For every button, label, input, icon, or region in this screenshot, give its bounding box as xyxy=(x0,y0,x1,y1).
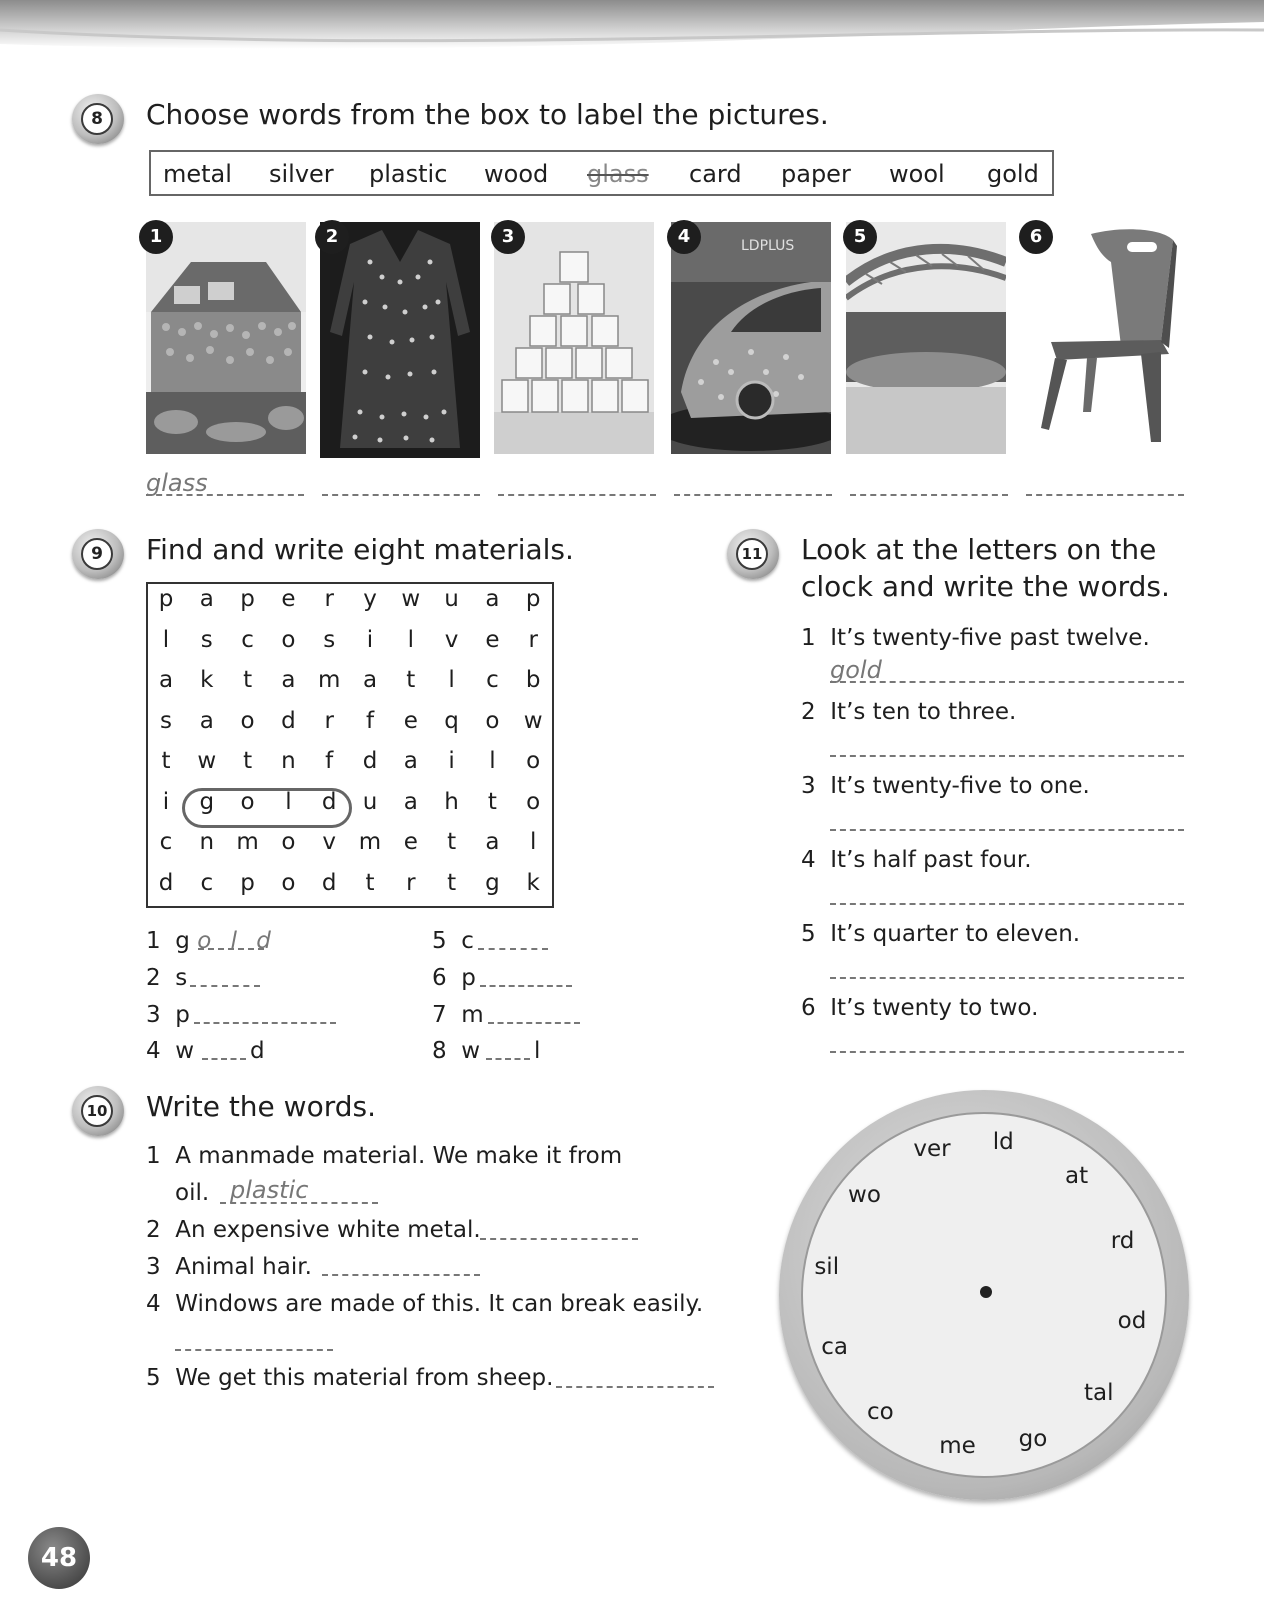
ex11-item-4-line[interactable] xyxy=(830,903,1184,905)
grid-letter[interactable]: k xyxy=(526,869,540,896)
grid-letter[interactable]: w xyxy=(523,707,543,734)
ex9-item-8-blanks[interactable] xyxy=(486,1058,530,1060)
clock-label: go xyxy=(1018,1425,1048,1452)
ex11-item-1 xyxy=(801,625,1150,651)
clock-label: co xyxy=(867,1398,894,1425)
word-box-item: paper xyxy=(781,160,851,188)
picture-1-answer-line[interactable] xyxy=(146,494,304,496)
grid-letter[interactable]: p xyxy=(240,869,255,896)
grid-letter[interactable]: t xyxy=(406,667,416,693)
word-box-item: wood xyxy=(484,160,549,188)
grid-letter[interactable]: d xyxy=(362,748,378,774)
item-number: 2 xyxy=(146,965,161,991)
ex10-item-4-line[interactable] xyxy=(175,1349,333,1351)
grid-letter[interactable]: w xyxy=(401,586,421,612)
grid-letter[interactable]: r xyxy=(528,626,538,653)
grid-letter[interactable]: g xyxy=(199,788,215,815)
grid-letter[interactable]: t xyxy=(487,788,497,815)
metal-bridge-photo xyxy=(846,222,1006,454)
ex9-item-6 xyxy=(432,965,476,991)
grid-letter[interactable]: t xyxy=(447,869,457,896)
ex9-item-5-blanks[interactable] xyxy=(478,948,548,950)
grid-letter[interactable]: o xyxy=(526,788,541,815)
grid-letter[interactable]: q xyxy=(444,707,459,734)
ex11-item-4 xyxy=(801,847,1032,873)
picture-3-answer-line[interactable] xyxy=(498,494,656,496)
picture-6-answer-line[interactable] xyxy=(1026,494,1184,496)
grid-letter[interactable]: d xyxy=(158,869,174,896)
ex10-item-1-line[interactable] xyxy=(220,1202,378,1204)
grid-letter[interactable]: a xyxy=(485,829,500,855)
ex9-item-3-blanks[interactable] xyxy=(194,1022,336,1024)
grid-letter[interactable]: s xyxy=(160,707,172,734)
grid-letter[interactable]: l xyxy=(489,748,496,774)
item-prefix: s xyxy=(175,965,188,991)
word-box-item: wool xyxy=(889,160,945,188)
grid-letter[interactable]: r xyxy=(406,869,416,896)
picture-2-answer-line[interactable] xyxy=(322,494,480,496)
grid-letter[interactable]: a xyxy=(281,667,296,693)
grid-letter[interactable]: t xyxy=(243,748,253,774)
ex9-item-4-blanks[interactable] xyxy=(202,1058,246,1060)
grid-letter[interactable]: l xyxy=(529,829,537,855)
exercise-10-number: 10 xyxy=(81,1095,113,1127)
item-number: 1 xyxy=(146,1143,161,1169)
grid-letter[interactable]: r xyxy=(324,707,334,734)
grid-letter[interactable]: v xyxy=(444,626,459,653)
grid-letter[interactable]: e xyxy=(485,626,500,653)
page-header-band xyxy=(0,0,1264,70)
item-text: An expensive white metal. xyxy=(175,1217,481,1243)
grid-letter[interactable]: t xyxy=(161,748,171,774)
grid-letter[interactable]: a xyxy=(199,707,214,734)
grid-letter[interactable]: m xyxy=(358,829,382,855)
grid-letter[interactable]: a xyxy=(403,748,418,774)
grid-letter[interactable]: b xyxy=(525,667,541,693)
grid-letter[interactable]: u xyxy=(362,788,378,815)
plastic-chair-photo xyxy=(1021,222,1181,454)
clock-label: ld xyxy=(992,1129,1014,1156)
grid-letter[interactable]: a xyxy=(485,586,500,612)
grid-letter[interactable]: c xyxy=(486,667,499,693)
item-number: 4 xyxy=(801,847,816,873)
ex9-item-5 xyxy=(432,928,474,954)
item-prefix: p xyxy=(461,965,476,991)
page-number: 48 xyxy=(28,1527,90,1589)
grid-letter[interactable]: c xyxy=(200,869,214,896)
ex10-item-4 xyxy=(146,1291,703,1317)
picture-3-number: 3 xyxy=(491,220,525,254)
word-box-item: card xyxy=(689,160,742,188)
clock-label: sil xyxy=(814,1254,840,1281)
ex9-item-1-blanks[interactable] xyxy=(198,948,264,950)
grid-letter[interactable]: i xyxy=(448,748,455,774)
grid-letter[interactable]: e xyxy=(403,707,418,734)
item-number: 4 xyxy=(146,1038,161,1064)
grid-letter[interactable]: d xyxy=(281,707,296,734)
grid-letter[interactable]: o xyxy=(281,626,296,653)
house-of-cards-photo xyxy=(494,222,654,454)
clock-center-dot xyxy=(980,1286,992,1298)
picture-4-number: 4 xyxy=(667,220,701,254)
grid-letter[interactable]: a xyxy=(199,586,214,612)
grid-letter[interactable]: r xyxy=(324,586,334,612)
ex9-item-7-blanks[interactable] xyxy=(488,1022,580,1024)
grid-letter[interactable]: o xyxy=(281,829,296,855)
exercise-11-heading-line2: clock and write the words. xyxy=(801,570,1170,603)
grid-letter[interactable]: l xyxy=(407,626,414,653)
grid-letter[interactable]: d xyxy=(321,869,337,896)
ex9-item-2 xyxy=(146,965,187,991)
ex11-item-1-answer: gold xyxy=(830,656,882,684)
item-text: It’s half past four. xyxy=(830,847,1032,873)
word-box-item-crossed: glass xyxy=(587,160,649,188)
item-prefix: w xyxy=(175,1038,195,1064)
grid-letter[interactable]: o xyxy=(240,707,255,734)
silver-dress-photo xyxy=(320,222,480,458)
clock-label: tal xyxy=(1083,1379,1114,1406)
item-number: 6 xyxy=(432,965,447,991)
item-text-line2: oil. xyxy=(175,1180,210,1206)
item-number: 5 xyxy=(146,1365,161,1391)
glass-bottle-house-photo xyxy=(146,222,306,454)
grid-letter[interactable]: e xyxy=(281,586,296,612)
ex10-item-1 xyxy=(146,1143,622,1169)
item-text: It’s quarter to eleven. xyxy=(830,921,1081,947)
grid-letter[interactable]: i xyxy=(366,626,374,653)
exercise-8-number: 8 xyxy=(81,103,113,135)
grid-letter[interactable]: e xyxy=(403,829,418,855)
item-text: It’s ten to three. xyxy=(830,699,1017,725)
ex11-item-2-line[interactable] xyxy=(830,755,1184,757)
clock-label: wo xyxy=(848,1182,881,1208)
grid-letter[interactable]: f xyxy=(325,748,334,774)
grid-letter[interactable]: a xyxy=(403,788,418,815)
grid-letter[interactable]: l xyxy=(162,626,170,653)
grid-letter[interactable]: o xyxy=(526,748,541,774)
exercise-11-badge xyxy=(727,529,779,579)
grid-letter[interactable]: f xyxy=(365,707,375,734)
grid-letter[interactable]: t xyxy=(365,869,375,896)
grid-letter[interactable]: p xyxy=(525,586,541,612)
item-text: It’s twenty to two. xyxy=(830,995,1039,1021)
ex9-item-6-blanks[interactable] xyxy=(480,985,572,987)
item-text: We get this material from sheep. xyxy=(175,1365,554,1391)
item-suffix: d xyxy=(250,1038,265,1064)
item-number: 1 xyxy=(801,625,816,651)
ex11-item-6 xyxy=(801,995,1038,1021)
item-text: It’s twenty-five past twelve. xyxy=(830,625,1150,651)
word-box-item: plastic xyxy=(369,160,448,188)
grid-letter[interactable]: o xyxy=(281,869,296,896)
ex11-item-5 xyxy=(801,921,1080,947)
grid-letter[interactable]: g xyxy=(485,869,500,896)
grid-letter[interactable]: o xyxy=(485,707,500,734)
grid-letter[interactable]: y xyxy=(363,586,377,612)
picture-5-answer-line[interactable] xyxy=(850,494,1008,496)
clock-label: rd xyxy=(1110,1228,1135,1255)
exercise-9-badge xyxy=(72,529,124,579)
item-prefix: w xyxy=(461,1038,481,1064)
word-box-item: gold xyxy=(987,160,1039,188)
item-number: 3 xyxy=(146,1254,161,1280)
item-number: 3 xyxy=(801,773,816,799)
item-number: 7 xyxy=(432,1002,447,1028)
item-prefix: c xyxy=(461,928,474,954)
exercise-9-heading: Find and write eight materials. xyxy=(146,533,574,566)
picture-2-number: 2 xyxy=(315,220,349,254)
ex9-item-3 xyxy=(146,1002,190,1028)
item-prefix: m xyxy=(461,1002,484,1028)
grid-letter[interactable]: m xyxy=(236,829,259,855)
clock-label: ca xyxy=(821,1333,849,1360)
ex10-item-3-line[interactable] xyxy=(322,1274,480,1276)
grid-letter[interactable]: w xyxy=(197,748,217,774)
exercise-8-heading: Choose words from the box to label the pictures. xyxy=(146,98,829,131)
picture-4-answer-line[interactable] xyxy=(674,494,832,496)
grid-letter[interactable]: n xyxy=(281,748,296,774)
item-number: 5 xyxy=(801,921,816,947)
grid-letter[interactable]: a xyxy=(362,667,378,693)
exercise-11-number: 11 xyxy=(736,538,768,570)
clock-label: ver xyxy=(913,1136,951,1163)
grid-letter[interactable]: l xyxy=(448,667,455,693)
ex11-item-3-line[interactable] xyxy=(830,829,1184,831)
ex10-item-1-answer: plastic xyxy=(230,1176,309,1204)
svg-text:LDPLUS: LDPLUS xyxy=(741,238,795,254)
item-prefix: p xyxy=(175,1002,190,1028)
item-suffix: l xyxy=(534,1038,541,1064)
grid-letter[interactable]: v xyxy=(322,829,336,855)
grid-letter[interactable]: c xyxy=(159,829,173,855)
grid-letter[interactable]: l xyxy=(285,788,292,815)
grid-letter[interactable]: a xyxy=(158,667,174,693)
grid-letter[interactable]: p xyxy=(240,586,255,612)
item-text: Windows are made of this. It can break easily. xyxy=(175,1291,704,1317)
grid-letter[interactable]: i xyxy=(162,788,170,815)
ex10-item-2 xyxy=(146,1217,481,1243)
ex9-item-2-blanks[interactable] xyxy=(190,985,260,987)
item-number: 4 xyxy=(146,1291,161,1317)
exercise-11-heading-line1: Look at the letters on the xyxy=(801,533,1157,566)
ex11-item-6-line[interactable] xyxy=(830,1051,1184,1053)
item-number: 5 xyxy=(432,928,447,954)
grid-letter[interactable]: k xyxy=(200,667,214,693)
grid-letter[interactable]: d xyxy=(321,788,337,815)
ex9-item-8 xyxy=(432,1038,480,1064)
grid-letter[interactable]: h xyxy=(444,788,459,815)
item-number: 2 xyxy=(146,1217,161,1243)
item-number: 8 xyxy=(432,1038,447,1064)
item-number: 3 xyxy=(146,1002,161,1028)
item-number: 1 xyxy=(146,928,161,954)
grid-letter[interactable]: s xyxy=(323,626,336,653)
picture-1-answer: glass xyxy=(146,469,208,497)
item-number: 2 xyxy=(801,699,816,725)
grid-letter[interactable]: p xyxy=(158,586,174,612)
word-box-item: metal xyxy=(163,160,232,188)
item-number: 6 xyxy=(801,995,816,1021)
grid-letter[interactable]: n xyxy=(199,829,215,855)
grid-letter[interactable]: m xyxy=(317,667,341,693)
exercise-10-heading: Write the words. xyxy=(146,1090,376,1123)
decorated-car-photo xyxy=(671,222,831,454)
picture-6-number: 6 xyxy=(1019,220,1053,254)
ex11-item-3 xyxy=(801,773,1090,799)
ex9-item-7 xyxy=(432,1002,484,1028)
grid-letter[interactable]: t xyxy=(243,667,253,693)
ex9-item-4 xyxy=(146,1038,194,1064)
word-box-item: silver xyxy=(269,160,334,188)
grid-letter[interactable]: c xyxy=(241,626,254,653)
ex9-item-1 xyxy=(146,928,277,954)
picture-5-number: 5 xyxy=(843,220,877,254)
ex10-item-5 xyxy=(146,1365,553,1391)
word-search-circle-gold xyxy=(182,788,352,828)
clock-label: at xyxy=(1064,1163,1089,1190)
item-prefix: g xyxy=(175,928,190,954)
exercise-10-badge xyxy=(72,1086,124,1136)
ex10-item-2-line[interactable] xyxy=(480,1238,638,1240)
item-text: A manmade material. We make it from xyxy=(175,1143,623,1169)
item-hint: o l d xyxy=(197,928,277,954)
clock-label: od xyxy=(1117,1307,1147,1334)
grid-letter[interactable]: u xyxy=(444,586,459,612)
item-text: It’s twenty-five to one. xyxy=(830,773,1090,799)
ex11-item-2 xyxy=(801,699,1016,725)
exercise-8-badge xyxy=(72,94,124,144)
picture-1-number: 1 xyxy=(139,220,173,254)
grid-letter[interactable]: s xyxy=(200,626,213,653)
exercise-9-number: 9 xyxy=(81,538,113,570)
item-text: Animal hair. xyxy=(175,1254,312,1280)
ex11-item-5-line[interactable] xyxy=(830,977,1184,979)
clock-label: me xyxy=(939,1432,976,1459)
ex11-item-1-line[interactable] xyxy=(830,681,1184,683)
grid-letter[interactable]: t xyxy=(447,829,457,855)
word-box xyxy=(149,150,1054,196)
ex10-item-3 xyxy=(146,1254,312,1280)
grid-letter[interactable]: o xyxy=(240,788,255,815)
ex10-item-5-line[interactable] xyxy=(556,1386,714,1388)
